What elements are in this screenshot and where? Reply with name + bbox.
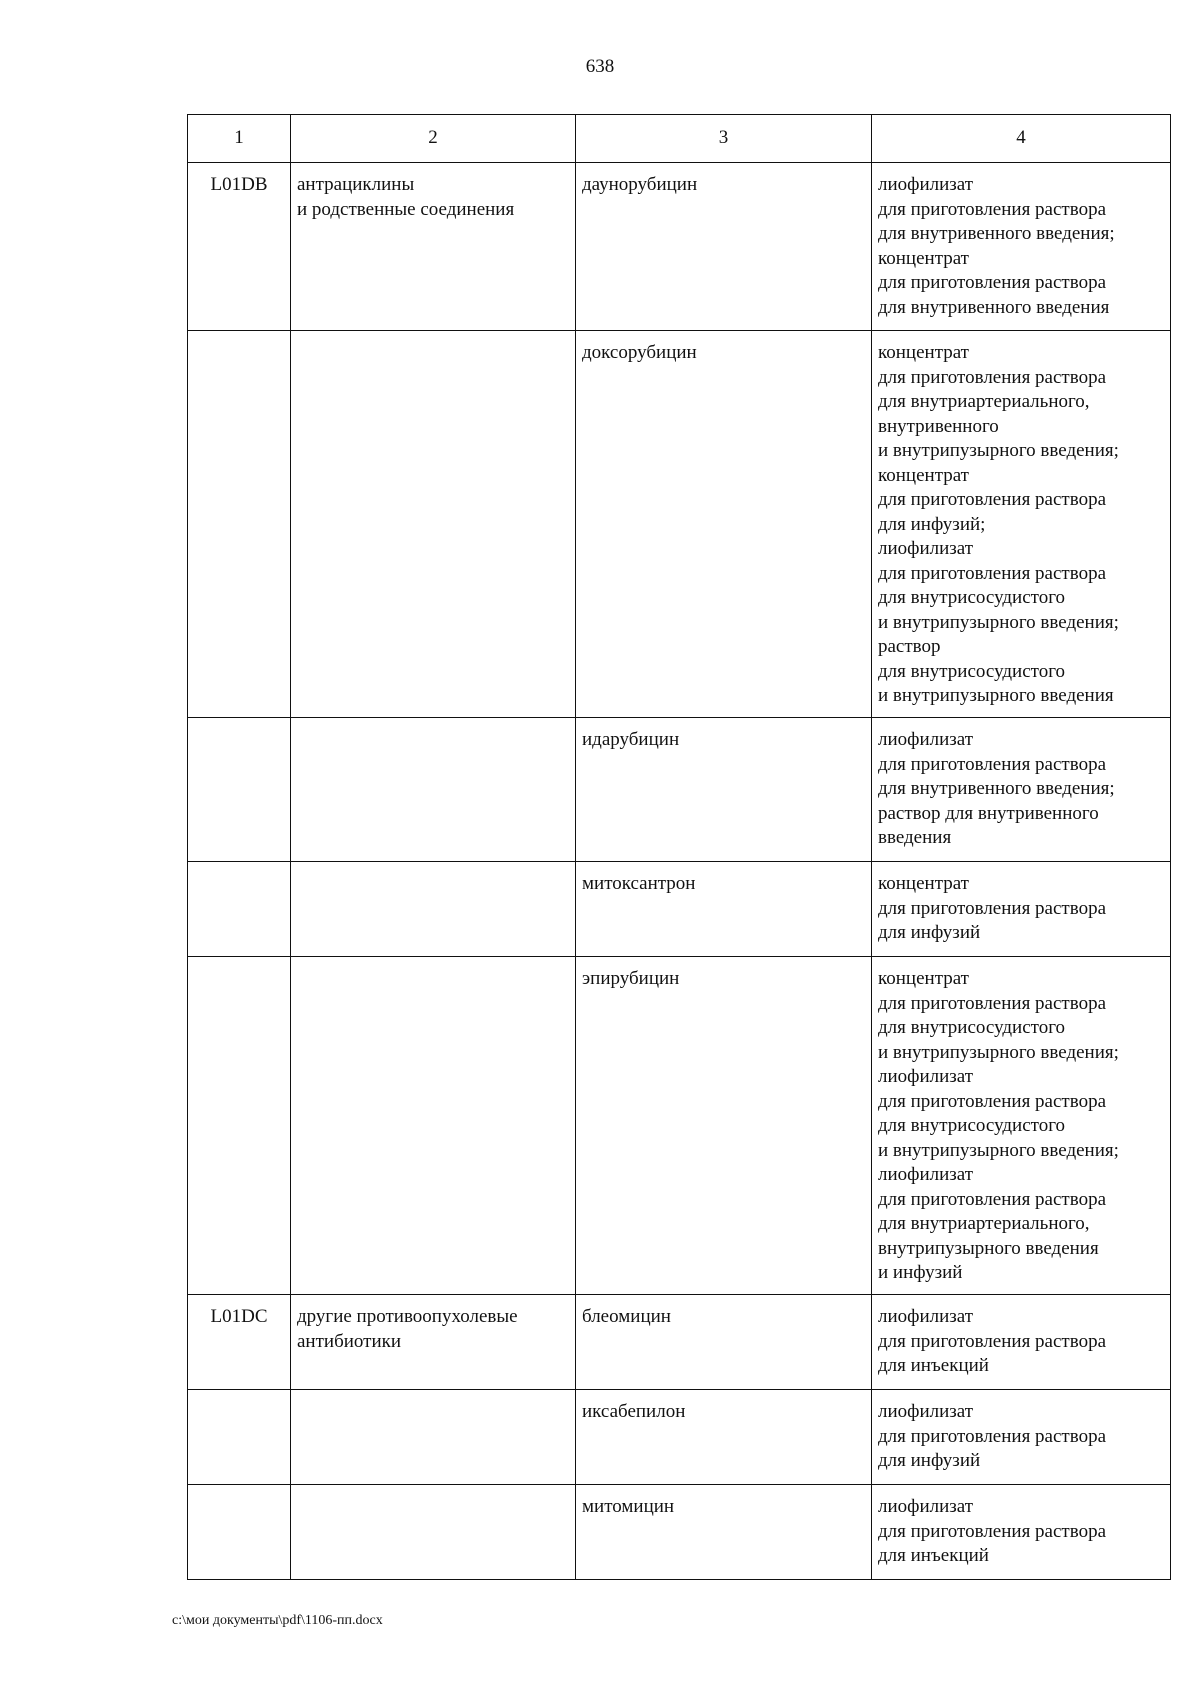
- dosage-forms-cell: лиофилизат для приготовления раствора для инъекций: [872, 1485, 1171, 1580]
- atc-code-cell: [188, 718, 291, 862]
- atc-code-cell: [188, 1485, 291, 1580]
- column-header-3: 3: [576, 115, 872, 163]
- page-number: 638: [585, 56, 615, 77]
- group-cell: [291, 1485, 576, 1580]
- group-cell: антрациклины и родственные соединения: [291, 163, 576, 331]
- table-row: [188, 1295, 1171, 1390]
- atc-code-cell: [188, 957, 291, 1295]
- table-row: [188, 163, 1171, 331]
- atc-code-cell: [188, 1390, 291, 1485]
- drug-name-cell: эпирубицин: [576, 957, 872, 1295]
- drug-name-cell: митоксантрон: [576, 862, 872, 957]
- dosage-forms-cell: лиофилизат для приготовления раствора для инфузий: [872, 1390, 1171, 1485]
- table-row: [188, 331, 1171, 718]
- drug-name-cell: даунорубицин: [576, 163, 872, 331]
- atc-code-cell: [188, 331, 291, 718]
- footer-file-path: c:\мои документы\pdf\1106-пп.docx: [172, 1613, 383, 1628]
- drug-name-cell: идарубицин: [576, 718, 872, 862]
- drug-name-cell: иксабепилон: [576, 1390, 872, 1485]
- table-header-row: [188, 115, 1171, 163]
- atc-code-cell: [188, 862, 291, 957]
- dosage-forms-cell: лиофилизат для приготовления раствора для внутривенного введения; раствор для внутривенного введения: [872, 718, 1171, 862]
- drug-table: [187, 114, 1171, 1580]
- dosage-forms-cell: лиофилизат для приготовления раствора для внутривенного введения; концентрат для приготовления раствора для внутривенного введения: [872, 163, 1171, 331]
- drug-name-cell: блеомицин: [576, 1295, 872, 1390]
- table-row: [188, 957, 1171, 1295]
- group-cell: [291, 1390, 576, 1485]
- group-cell: другие противоопухолевые антибиотики: [291, 1295, 576, 1390]
- dosage-forms-cell: концентрат для приготовления раствора для внутрисосудистого и внутрипузырного введения; лиофилизат для приготовления раствора для внутрисосудистого и внутрипузырного введения; лиофилизат для приготовления раствора для внутриартериального, внутрипузырного введения и инфузий: [872, 957, 1171, 1295]
- column-header-1: 1: [188, 115, 291, 163]
- group-cell: [291, 718, 576, 862]
- table-row: [188, 718, 1171, 862]
- column-header-2: 2: [291, 115, 576, 163]
- group-cell: [291, 957, 576, 1295]
- table-row: [188, 862, 1171, 957]
- atc-code-cell: L01DB: [188, 163, 291, 331]
- table-row: [188, 1485, 1171, 1580]
- drug-name-cell: митомицин: [576, 1485, 872, 1580]
- group-cell: [291, 862, 576, 957]
- group-cell: [291, 331, 576, 718]
- dosage-forms-cell: концентрат для приготовления раствора для инфузий: [872, 862, 1171, 957]
- atc-code-cell: L01DC: [188, 1295, 291, 1390]
- dosage-forms-cell: концентрат для приготовления раствора для внутриартериального, внутривенного и внутрипузырного введения; концентрат для приготовления раствора для инфузий; лиофилизат для приготовления раствора для внутрисосудистого и внутрипузырного введения; раствор для внутрисосудистого и внутрипузырного введения: [872, 331, 1171, 718]
- drug-name-cell: доксорубицин: [576, 331, 872, 718]
- column-header-4: 4: [872, 115, 1171, 163]
- table-row: [188, 1390, 1171, 1485]
- dosage-forms-cell: лиофилизат для приготовления раствора для инъекций: [872, 1295, 1171, 1390]
